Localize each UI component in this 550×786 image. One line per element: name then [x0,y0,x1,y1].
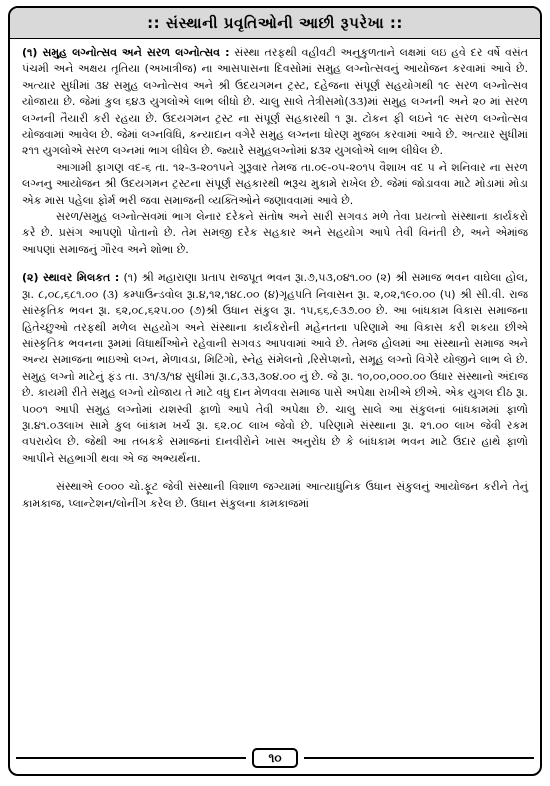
page-footer [10,748,540,768]
section2-heading: (૨) સ્થાવર મિલકત : [22,271,120,285]
section1-paragraph3: સરળ/સમુહ લગ્નોત્સવમાં ભાગ લેનાર દરેકને સંતોષ અને સારી સગવડ મળે તેવા પ્રયત્નો સંસ્થાના કાર્યકરો કરે છે. પ્રસંગ આપણો પોતાનો છે. તેમ સમજી દરેક સહકાર અને સહયોગ આપે તેવી વિનંતી છે, અને એમાંજ આપણાં સમાજનું ગૌરવ અને શોભા છે. [22,210,528,256]
closing-paragraph: સંસ્થાએ ૯૦૦૦ ચો.ફૂટ જેવી સંસ્થાની વિશાળ જગ્યામાં આત્યાધુનિક ઉધાન સંકુલનું આયોજન કરીને તેનું કામકાજ, પ્લાન્ટેશન/લોનીંગ કરેલ છે. ઉધાન સંકુલના કામકાજમાં [22,480,528,510]
section2-paragraph1 [22,270,528,467]
section-gap-2 [22,467,528,479]
section-gap [22,258,528,270]
section1-paragraph1 [22,45,528,160]
page-title: :: સંસ્થાની પ્રવૃતિઓની આછી રૂપરેખા :: [10,8,540,39]
section1-heading: (૧) સમુહ લગ્નોત્સવ અને સરળ લગ્નોત્સવ : [22,46,230,59]
section1-paragraph2: આગામી ફાગણ વદ-૬ તા. ૧૨-૩-૨૦૧૫ને ગુરૂવાર તેમજ તા.૦૯-૦૫-૨૦૧૫ વૈશાખ વદ ૫ ને શનિવાર ના સરળ લગ્નનુ આયોજન શ્રી ઉદયગમન ટ્રસ્ટના સંપૂર્ણ સહકારથી ભરૂચ મુકામે રાખેલ છે. જેમાં જોડાવવા માટે મોડામાં મોડા એક માસ પહેલા ફોર્મ ભરી જવા સમાજની વ્યક્તિઓને જણાવવામાં આવે છે. [22,160,528,207]
page-frame [8,6,542,776]
body-content [10,39,540,512]
section1-text1: સંસ્થા તરફથી વહીવટી અનુકુળતાને લક્ષમાં લઇ હવે દર વર્ષે વસંત પંચમી અને અક્ષય તૃતિયા (અખાત્રીજ) ના આસપાસના દિવસોમાં સમુહ લગ્નોત્સવનું આયોજન કરવામાં આવે છે. અત્યાર સુધીમાં ૩૪ સમુહ લગ્નોત્સવ અને શ્રી ઉદયગમન ટ્રસ્ટ, દહેજના સંપૂર્ણ સહયોગથી ૧૯ સરળ લગ્નોત્સવ યોજાયા છે. જેમાં કુલ ૬૪૩ યુગલોએ લાભ લીધો છે. ચાલુ સાલે તેત્રીસમો(૩૩)માં સમુહ લગ્નની અને ૨૦ માં સરળ લગ્નની તૈયારી કરી રહયા છે. ઉદયગમન ટ્રસ્ટ ના સંપૂર્ણ સહકારથી ૧ રૂા. ટોકન ફી લઇને ૧૯ સરળ લગ્નોત્સવ યોજવામાં આવેલ છે. જેમાં લગ્નવિધિ, કન્યાદાન વગેરે સમુહ લગ્નના ધોરણ મુજબ કરવામાં આવે છે. અત્યાર સુધીમાં ૨૧૧ યુગલોએ સરળ લગ્નમાં ભાગ લીધેલ છે. જ્યારે સમુહલગ્નોમાં ૪૩૨ યુગલોએ લાભ લીધેલ છે. [22,46,528,158]
page-number: ૧૦ [252,748,297,768]
section2-text1: (૧) શ્રી મહારાણા પ્રતાપ રાજપૂત ભવન રૂા.૭,૫૩,૦૪૧.૦૦ (૨) શ્રી સમાજ ભવન વાઘેલા હોલ, રૂા. ૮,૦૮,૬૮૧.૦૦ (૩) કમ્પાઉન્ડવોલ રૂા.૪,૧૨,૧૪૮.૦૦ (૪)ગૃહપતિ નિવાસન રૂા. ૨,૦૨,૧૯૦.૦૦ (૫) શ્રી સી.વી. રાજ સાંસ્કૃતિક ભવન રૂા. ૬૨,૦૮,૬૨૫.૦૦ (૭)શ્રી ઉધાન સંકુલ રૂા. ૧૫,૬૬,૯૩૭.૦૦ છે. આ બાંધકામ વિકાસ સમાજના હિતેચ્છુઓ તરફથી મળેલ સહયોગ અને સંસ્થાના કાર્યકરોની મહેનતના પરિણામે આ વિકાસ કરી શકયા છીએ સાંસ્કૃતિક ભવનના રૂમમાં વિધાર્થીઓને રહેવાની સગવડ આપવામાં આવે છે. તેમજ હોલમાં આ સંસ્થાનો સમાજ અને અન્ય સમાજના ભાઇઓ લગ્ન, મેળાવડા, મિટિંગો, સ્નેહ સંમેલનો ,રિસેપ્શનો, સમૂહ લગ્નો વિગેરે યોજીને લાભ લે છે. સમુહ લગ્નો માટેનું ફંડ તા. ૩૧/૩/૧૪ સુધીમાં રૂા.૮,૩૩,૩૦૪.૦૦ નું છે. જે રૂા. ૧૦,૦૦,૦૦૦.૦૦ ઉધાર સંસ્થાનો અંદાજ છે. કાયમી રીતે સમુહ લગ્નો યોજાય તે માટે વધુ દાન મેળવવા સમાજ પાસે અપેક્ષા રાખીએ છીએ. એક યુગલ દીઠ રૂા. ૫૦૦૧ આપી સમુહ લગ્નોમાં યશસ્વી ફાળો આપે તેવી અપેક્ષા છે. ચાલુ સાલે આ સંકુલનાં બાંધકામમાં ફાળો રૂા.૪૧.૦૩લાખ સામે કુલ બાંકામ ખર્ચ રૂા. ૬૨.૦૮ લાખ જેવો છે. પરિણામે સંસ્થાના રૂા. ૨૧.૦૦ લાખ જેવી રકમ વપરાયેલ છે. જેથી આ તબકકે સમાજનાં દાનવીરોને ખાસ અનુરોધ છે કે બાંધકામ ભવન માટે ઉદાર હાથે ફાળો આપીને સહભાગી થવા એ જ અભ્યર્થના. [22,271,528,465]
